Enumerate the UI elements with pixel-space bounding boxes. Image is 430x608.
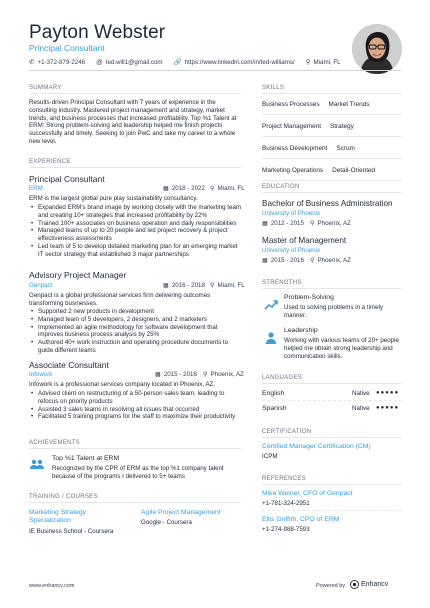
list-item: • Implemented an agile methodology for software development that improves business process analysis by 25%: [29, 324, 243, 340]
list-item: • Trained 100+ associates on business operation and daily responsibilities: [29, 220, 243, 228]
job-description: Infowork is a professional services company located in Phoenix, AZ.: [29, 381, 216, 388]
contact-location: ⚲ Miami, FL: [305, 58, 341, 66]
header-divider: [29, 70, 401, 71]
phone-icon: ✆: [29, 59, 35, 66]
skill-tag: Business Development: [262, 144, 328, 152]
achievement-title: Top %1 Talent at ERM: [52, 455, 120, 462]
job-description: ERM is the largest global pure play sustainability consultancy.: [29, 195, 198, 202]
job-dates: ▦ 2016 - 2018: [163, 282, 205, 289]
job-location: ⚲ Miami, FL: [210, 185, 245, 192]
skills-divider: [262, 93, 402, 94]
job-bullets: [29, 308, 243, 355]
location-pin-icon: ⚲: [203, 371, 208, 378]
education-dates: ▦ 2015 - 2016: [262, 257, 304, 264]
footer-website[interactable]: www.enhancv.com: [29, 583, 75, 589]
achievements-heading: ACHIEVEMENTS: [29, 440, 80, 446]
job-dates: ▦ 2015 - 2016: [155, 371, 197, 378]
person-icon: [264, 331, 278, 345]
list-item: • Supported 2 new products in development: [29, 308, 243, 316]
strength-title: Leadership: [284, 327, 318, 334]
degree: Bachelor of Business Administration: [262, 199, 393, 208]
footer-powered-by: Powered by: [316, 583, 346, 589]
enhancv-logo-icon: [350, 580, 359, 589]
candidate-title: Principal Consultant: [29, 43, 105, 53]
course-provider: IE Business School - Coursera: [29, 528, 114, 535]
link-icon: 🔗: [173, 59, 182, 66]
contact-bar: [29, 58, 352, 66]
list-item: • Led team of 5 to develop detailed marketing plan for an emerging market IT sector strategy that established 3 major partnerships: [29, 243, 243, 259]
skill-tag: Detail-Oriented: [332, 166, 376, 174]
references-heading: REFERENCES: [262, 476, 307, 482]
achievement-text: Recognized by the CPR of ERM as the top %1 company talent because of the programs I delivered to 5+ teams: [52, 465, 224, 480]
training-heading: TRAINING / COURSES: [29, 494, 98, 500]
strength-text: Working with various teams of 20+ people helped me obtain strong leadership and communication skills.: [284, 337, 399, 360]
skill-row: [262, 141, 402, 159]
education-location: ⚲ Phoenix, AZ: [310, 257, 351, 264]
job-bullets: [29, 390, 243, 421]
candidate-name: Payton Webster: [29, 22, 166, 43]
language-rating: ●●●●●: [376, 390, 400, 396]
degree: Master of Management: [262, 236, 347, 245]
achievements-divider: [29, 448, 241, 449]
skill-tag: Business Processes: [262, 100, 320, 108]
skill-tag: Scrum: [336, 144, 355, 152]
avatar: [352, 24, 402, 74]
skill-row: [262, 163, 402, 181]
location-pin-icon: ⚲: [310, 257, 315, 264]
job-location: ⚲ Miami, FL: [210, 282, 245, 289]
references-divider: [262, 484, 402, 485]
school[interactable]: University of Phoenix: [262, 247, 321, 254]
reference-phone: +1-274-988-7593: [262, 526, 310, 533]
job-company[interactable]: ERM: [29, 185, 43, 192]
contact-linkedin[interactable]: 🔗 https://www.linkedin.com/in/ted-williams/: [173, 58, 295, 66]
job-dates: ▦ 2018 - 2022: [163, 185, 205, 192]
strength-title: Problem-Solving: [284, 294, 334, 301]
course-title[interactable]: Marketing Strategy Specialization: [29, 509, 87, 524]
calendar-icon: ▦: [155, 371, 161, 378]
at-icon: @: [96, 58, 103, 66]
certification-heading: CERTIFICATION: [262, 429, 312, 435]
calendar-icon: ▦: [262, 220, 268, 227]
people-icon: [29, 456, 45, 472]
location-pin-icon: ⚲: [310, 220, 315, 227]
education-divider: [262, 192, 402, 193]
trend-up-icon: [264, 298, 278, 312]
list-item: • Managed teams of up to 20 people and led project recovery & project effectiveness assessments: [29, 227, 243, 243]
school[interactable]: University of Phoenix: [262, 210, 321, 217]
training-divider: [29, 502, 241, 503]
job-description: Genpact is a global professional services firm delivering outcomes transforming businesses.: [29, 292, 211, 307]
contact-email[interactable]: @ ted.will1@gmail.com: [96, 58, 163, 66]
skill-tag: Marketing Operations: [262, 166, 324, 174]
enhancv-brand-text: Enhancv: [361, 581, 389, 588]
skill-tag: Market Trends: [328, 100, 370, 108]
skill-tag: Project Management: [262, 122, 321, 130]
summary-text: Results-driven Principal Consultant with 7 years of experience in the consulting industry. Mastered project management and strategy, market trends, and business processes that increased profitability. Top %1 Talent at ERM: Strong problem-solving and leadership helped me finish projects successfully and timely. Seeking to join PwC and take my career to a whole new level.: [29, 99, 237, 145]
list-item: • Expanded ERM's brand image by working closely with the marketing team and creating 10+ strategies that increased profitability by 22%: [29, 204, 243, 220]
location-pin-icon: ⚲: [210, 185, 215, 192]
certification-name[interactable]: Certified Manager Certification (CM): [262, 443, 371, 450]
skills-heading: SKILLS: [262, 85, 285, 91]
education-dates: ▦ 2012 - 2015: [262, 220, 304, 227]
skill-row: [262, 119, 402, 137]
languages-divider: [262, 383, 402, 384]
strength-text: Used to solving problems in a timely manner.: [284, 304, 384, 319]
job-title: Advisory Project Manager: [29, 270, 127, 280]
language-rating: ●●●●●: [376, 405, 400, 411]
location-pin-icon: ⚲: [305, 59, 311, 66]
job-company[interactable]: Genpact: [29, 282, 53, 289]
job-title: Principal Consultant: [29, 174, 105, 184]
list-item: • Authored 40+ work instruction and operating procedure documents to guide different teams: [29, 339, 243, 355]
language-level: Native: [352, 390, 370, 397]
job-company[interactable]: Infowork: [29, 371, 53, 378]
reference-phone: +1-781-324-2951: [262, 500, 310, 507]
contact-phone[interactable]: ✆ +1-372-879-2246: [29, 58, 86, 66]
job-bullets: [29, 204, 243, 259]
skill-tag: Strategy: [329, 122, 354, 130]
reference-name[interactable]: Mike Weiner, CFO of Genpact: [262, 490, 353, 497]
strengths-divider: [262, 288, 402, 289]
language-separator: [262, 400, 402, 401]
location-pin-icon: ⚲: [210, 282, 215, 289]
job-title: Associate Consultant: [29, 360, 109, 370]
summary-heading: SUMMARY: [29, 85, 62, 91]
calendar-icon: ▦: [262, 257, 268, 264]
language-name: Spanish: [262, 405, 287, 412]
experience-heading: EXPERIENCE: [29, 159, 71, 165]
education-heading: EDUCATION: [262, 184, 300, 190]
language-name: English: [262, 390, 285, 397]
job-location: ⚲ Phoenix, AZ: [203, 371, 244, 378]
certification-issuer: ICPM: [262, 453, 278, 460]
language-level: Native: [352, 405, 370, 412]
course-title[interactable]: Agile Project Management: [141, 509, 221, 516]
reference-name[interactable]: Ellis Griffith, CPO of ERM: [262, 516, 340, 523]
list-item: • Managed team of 5 developers, 2 designers, and 2 marketers: [29, 316, 243, 324]
list-item: • Facilitated 5 training programs for the staff to maximize their productivity: [29, 413, 243, 421]
strengths-heading: STRENGTHS: [262, 280, 302, 286]
course-provider: Google - Coursera: [141, 519, 192, 526]
languages-heading: LANGUAGES: [262, 375, 303, 381]
reference-separator: [262, 510, 402, 511]
calendar-icon: ▦: [163, 185, 169, 192]
list-item: • Advised client on restructuring of a 50-person sales team, leading to refocus on priority products: [29, 390, 243, 406]
certification-divider: [262, 437, 402, 438]
skill-row: [262, 97, 402, 115]
skills-list: [262, 97, 402, 185]
experience-divider: [29, 167, 241, 168]
calendar-icon: ▦: [163, 282, 169, 289]
education-location: ⚲ Phoenix, AZ: [310, 220, 351, 227]
summary-divider: [29, 93, 241, 94]
enhancv-logo[interactable]: [350, 580, 388, 589]
list-item: • Assisted 3 sales teams in resolving all issues that occurred: [29, 406, 243, 414]
